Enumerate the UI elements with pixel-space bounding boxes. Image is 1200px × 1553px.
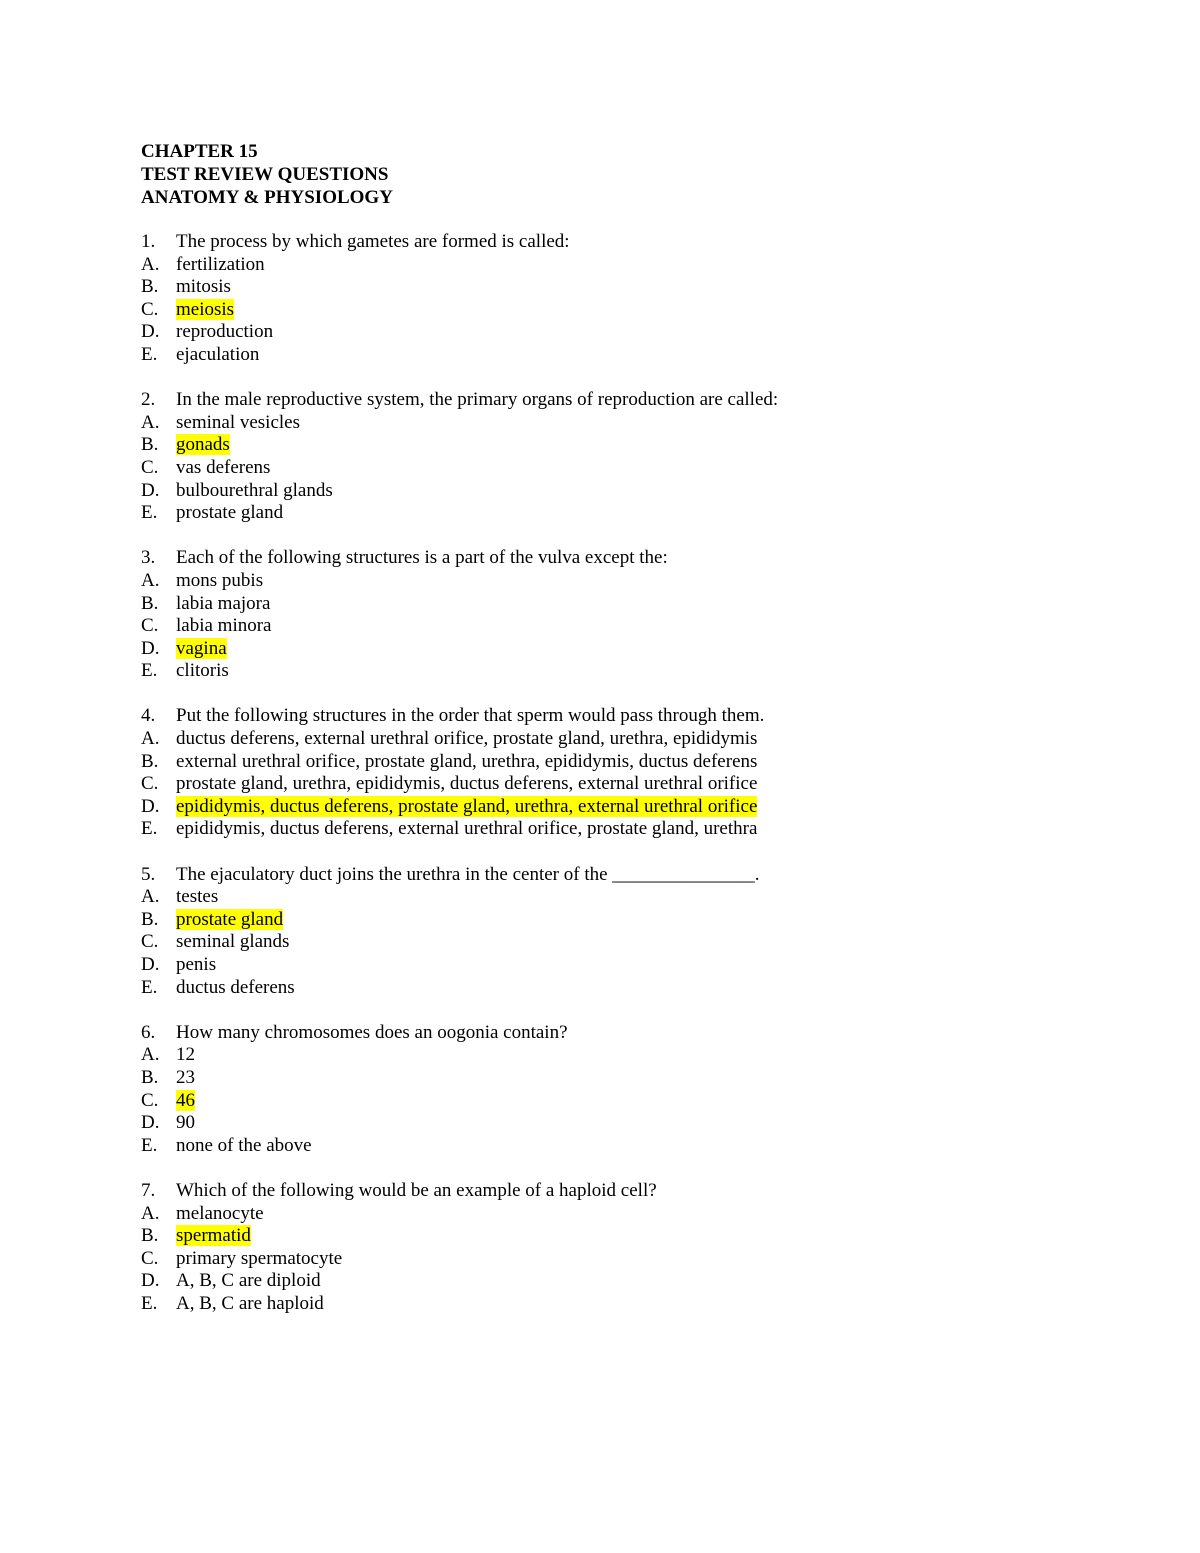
answer-option [141, 638, 1121, 661]
option-text: fertilization [176, 253, 265, 275]
option-letter: D. [141, 954, 160, 975]
answer-option [141, 909, 1121, 932]
answer-option [141, 954, 1121, 977]
option-letter: A. [141, 1044, 160, 1066]
option-text: seminal vesicles [176, 411, 300, 433]
option-text: A, B, C are haploid [176, 1292, 324, 1314]
option-letter: B. [141, 434, 159, 456]
highlighted-answer-text: prostate gland [176, 908, 284, 930]
option-letter: C. [141, 1247, 159, 1269]
option-letter: A. [141, 569, 160, 591]
question-stem [141, 547, 1121, 570]
question-stem [141, 1180, 1121, 1203]
option-letter: E. [141, 502, 158, 524]
answer-option [141, 1044, 1121, 1067]
question-item [141, 864, 1121, 1000]
answer-option [141, 751, 1121, 774]
answer-option [141, 1203, 1121, 1226]
option-text: testes [176, 886, 219, 908]
answer-option [141, 1248, 1121, 1271]
answer-option [141, 1067, 1121, 1090]
option-letter: B. [141, 1225, 159, 1247]
answer-option [141, 1270, 1121, 1293]
highlighted-answer-text: meiosis [176, 298, 235, 320]
answer-option [141, 276, 1121, 299]
question-number: 6. [141, 1021, 156, 1043]
option-letter: B. [141, 908, 159, 930]
question-number: 2. [141, 389, 156, 411]
option-letter: C. [141, 298, 159, 320]
question-number: 1. [141, 231, 156, 252]
option-letter: B. [141, 592, 159, 614]
option-text: mitosis [176, 276, 231, 298]
highlighted-answer-text: 46 [176, 1089, 195, 1111]
option-letter: D. [141, 637, 160, 659]
option-letter: C. [141, 773, 159, 795]
answer-option [141, 480, 1121, 503]
option-letter: B. [141, 750, 159, 772]
option-letter: D. [141, 1270, 160, 1292]
option-letter: D. [141, 795, 160, 817]
option-text: epididymis, ductus deferens, external urethral orifice, prostate gland, urethra [176, 818, 758, 840]
question-text: Put the following structures in the order that sperm would pass through them. [176, 705, 765, 727]
option-text: bulbourethral glands [176, 479, 333, 501]
option-letter: B. [141, 276, 159, 298]
answer-option [141, 977, 1121, 1000]
option-letter: E. [141, 818, 158, 840]
question-stem [141, 1022, 1121, 1045]
option-text: 90 [176, 1112, 195, 1134]
option-text: reproduction [176, 321, 274, 343]
answer-option [141, 1112, 1121, 1135]
document-header [141, 140, 1121, 209]
option-letter: E. [141, 976, 158, 998]
option-text: mons pubis [176, 569, 264, 591]
question-text: Each of the following structures is a part of the vulva except the: [176, 547, 668, 569]
option-letter: A. [141, 1202, 160, 1224]
question-stem [141, 705, 1121, 728]
course-title: ANATOMY & PHYSIOLOGY [141, 187, 393, 208]
option-text: clitoris [176, 660, 229, 682]
answer-option [141, 615, 1121, 638]
option-letter: D. [141, 321, 160, 343]
option-text: ductus deferens, external urethral orifice, prostate gland, urethra, epididymis [176, 728, 758, 750]
option-letter: D. [141, 479, 160, 501]
answer-option [141, 593, 1121, 616]
answer-option [141, 1225, 1121, 1248]
answer-option [141, 931, 1121, 954]
option-text: ejaculation [176, 343, 260, 365]
option-text: primary spermatocyte [176, 1247, 343, 1269]
question-number: 3. [141, 547, 156, 569]
option-letter: A. [141, 411, 160, 433]
question-item [141, 389, 1121, 525]
answer-option [141, 796, 1121, 819]
question-text: Which of the following would be an example of a haploid cell? [176, 1179, 657, 1201]
answer-option [141, 254, 1121, 277]
option-letter: C. [141, 615, 159, 637]
answer-option [141, 1293, 1121, 1316]
option-text: ductus deferens [176, 976, 295, 998]
option-letter: A. [141, 253, 160, 275]
answer-option [141, 570, 1121, 593]
question-number: 4. [141, 705, 156, 727]
answer-option [141, 728, 1121, 751]
option-text: prostate gland, urethra, epididymis, ductus deferens, external urethral orifice [176, 773, 758, 795]
answer-option [141, 1090, 1121, 1113]
option-text: labia minora [176, 615, 272, 637]
option-text: external urethral orifice, prostate gland, urethra, epididymis, ductus deferens [176, 750, 758, 772]
question-item [141, 1022, 1121, 1158]
option-text: none of the above [176, 1134, 312, 1156]
answer-option [141, 434, 1121, 457]
question-text: The ejaculatory duct joins the urethra in the center of the _______________. [176, 863, 760, 885]
answer-option [141, 1135, 1121, 1158]
question-text: How many chromosomes does an oogonia contain? [176, 1021, 568, 1043]
option-letter: C. [141, 931, 159, 953]
option-text: vas deferens [176, 456, 271, 478]
question-text: The process by which gametes are formed is called: [176, 231, 570, 252]
question-stem [141, 389, 1121, 412]
answer-option [141, 818, 1121, 841]
highlighted-answer-text: epididymis, ductus deferens, prostate gland, urethra, external urethral orifice [176, 795, 758, 817]
option-text: A, B, C are diploid [176, 1270, 321, 1292]
option-text: 23 [176, 1066, 195, 1088]
option-text: melanocyte [176, 1202, 264, 1224]
question-number: 7. [141, 1179, 156, 1201]
highlighted-answer-text: gonads [176, 434, 230, 456]
option-letter: E. [141, 1134, 158, 1156]
answer-option [141, 299, 1121, 322]
question-list [141, 231, 1121, 1316]
highlighted-answer-text: spermatid [176, 1225, 251, 1247]
answer-option [141, 886, 1121, 909]
option-letter: C. [141, 1089, 159, 1111]
question-item [141, 547, 1121, 683]
option-letter: C. [141, 456, 159, 478]
answer-option [141, 773, 1121, 796]
answer-option [141, 502, 1121, 525]
question-item [141, 1180, 1121, 1316]
document-page [141, 140, 1121, 1338]
option-text: penis [176, 954, 217, 975]
answer-option [141, 457, 1121, 480]
answer-option [141, 412, 1121, 435]
question-number: 5. [141, 863, 156, 885]
option-text: prostate gland [176, 502, 284, 524]
question-item [141, 231, 1121, 367]
option-letter: E. [141, 1292, 158, 1314]
option-letter: E. [141, 343, 158, 365]
highlighted-answer-text: vagina [176, 637, 227, 659]
document-subtitle: TEST REVIEW QUESTIONS [141, 164, 389, 185]
answer-option [141, 321, 1121, 344]
option-letter: E. [141, 660, 158, 682]
answer-option [141, 344, 1121, 367]
option-letter: B. [141, 1066, 159, 1088]
question-text: In the male reproductive system, the primary organs of reproduction are called: [176, 389, 779, 411]
option-letter: A. [141, 886, 160, 908]
option-text: labia majora [176, 592, 271, 614]
chapter-title: CHAPTER 15 [141, 141, 258, 162]
option-letter: A. [141, 728, 160, 750]
question-stem [141, 231, 1121, 254]
question-item [141, 705, 1121, 841]
option-text: seminal glands [176, 931, 290, 953]
answer-option [141, 660, 1121, 683]
question-stem [141, 864, 1121, 887]
option-letter: D. [141, 1112, 160, 1134]
option-text: 12 [176, 1044, 195, 1066]
